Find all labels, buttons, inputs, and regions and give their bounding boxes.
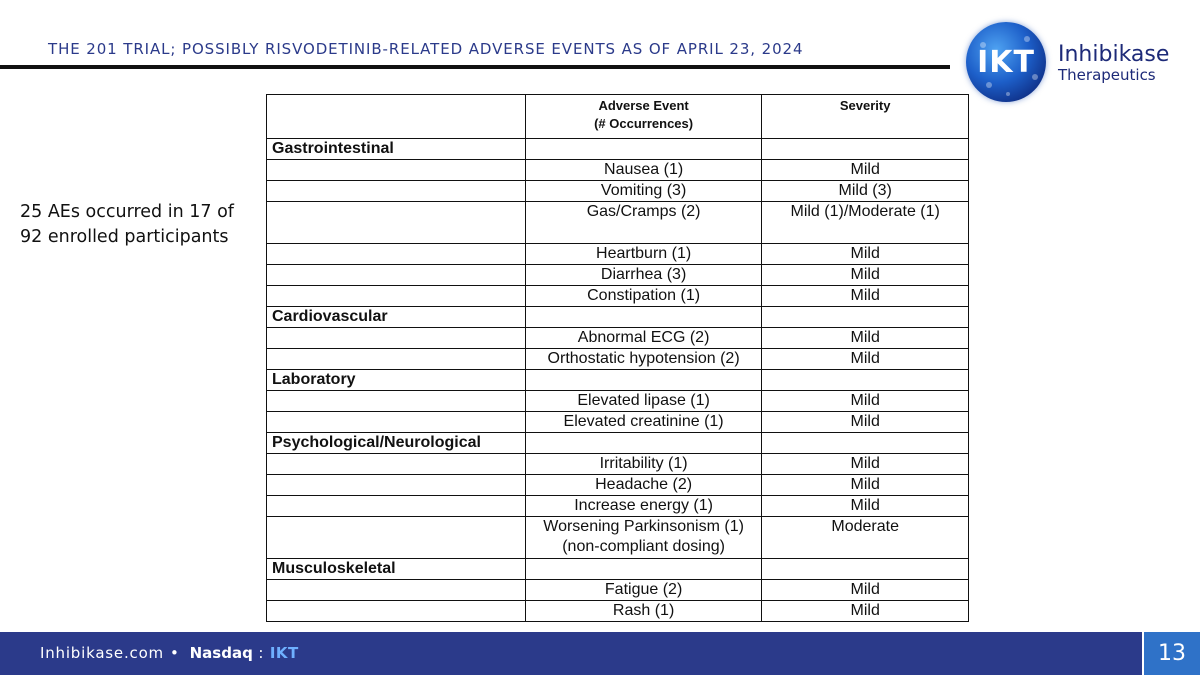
header-severity: Severity bbox=[762, 95, 969, 139]
adverse-event-text: Elevated lipase (1) bbox=[577, 392, 710, 409]
category-cell: Psychological/Neurological bbox=[267, 433, 526, 454]
footer-separator: : bbox=[258, 644, 265, 662]
table-row bbox=[267, 601, 969, 622]
severity-cell: Mild (1)/Moderate (1) bbox=[762, 202, 969, 244]
footer-bar bbox=[0, 632, 1142, 675]
table-category-row bbox=[267, 370, 969, 391]
adverse-event-text: Fatigue (2) bbox=[604, 581, 683, 598]
header-adverse-event bbox=[525, 95, 762, 139]
logo-company-subtitle: Therapeutics bbox=[1058, 66, 1156, 84]
category-cell bbox=[267, 391, 526, 412]
adverse-event-cell bbox=[525, 391, 762, 412]
footer-website-link[interactable]: Inhibikase.com bbox=[40, 644, 164, 662]
adverse-events-table bbox=[266, 94, 969, 622]
logo-company-name: Inhibikase bbox=[1058, 42, 1170, 67]
footer-text bbox=[40, 644, 299, 662]
company-logo bbox=[966, 20, 1176, 104]
table-row bbox=[267, 412, 969, 433]
category-cell bbox=[267, 328, 526, 349]
category-cell bbox=[267, 412, 526, 433]
adverse-event-text: Nausea (1) bbox=[604, 161, 684, 178]
category-cell: Musculoskeletal bbox=[267, 559, 526, 580]
severity-cell: Mild bbox=[762, 496, 969, 517]
table-row bbox=[267, 328, 969, 349]
category-cell: Cardiovascular bbox=[267, 307, 526, 328]
category-cell bbox=[267, 349, 526, 370]
severity-cell bbox=[762, 433, 969, 454]
title-divider bbox=[0, 65, 950, 69]
adverse-event-cell bbox=[525, 412, 762, 433]
table-row bbox=[267, 265, 969, 286]
table-row bbox=[267, 181, 969, 202]
table-category-row bbox=[267, 307, 969, 328]
severity-cell: Mild bbox=[762, 244, 969, 265]
table-category-row bbox=[267, 433, 969, 454]
adverse-event-cell bbox=[525, 517, 762, 559]
category-cell bbox=[267, 244, 526, 265]
category-cell bbox=[267, 496, 526, 517]
adverse-event-text: Worsening Parkinsonism (1) bbox=[543, 518, 744, 535]
severity-cell: Mild bbox=[762, 328, 969, 349]
adverse-event-cell bbox=[525, 265, 762, 286]
adverse-event-cell bbox=[525, 286, 762, 307]
adverse-event-cell bbox=[525, 370, 762, 391]
adverse-event-text: Rash (1) bbox=[612, 602, 675, 619]
table-category-row bbox=[267, 559, 969, 580]
table-row bbox=[267, 202, 969, 244]
header-occurrences-label: (# Occurrences) bbox=[594, 116, 694, 131]
category-cell bbox=[267, 601, 526, 622]
severity-cell: Moderate bbox=[762, 517, 969, 559]
footer-bullet: • bbox=[169, 644, 180, 662]
adverse-event-cell bbox=[525, 559, 762, 580]
ticker-symbol: IKT bbox=[269, 644, 299, 662]
adverse-event-text: Orthostatic hypotension (2) bbox=[547, 350, 740, 367]
adverse-event-cell bbox=[525, 181, 762, 202]
severity-cell bbox=[762, 370, 969, 391]
table-row bbox=[267, 517, 969, 559]
severity-cell: Mild bbox=[762, 286, 969, 307]
adverse-event-cell bbox=[525, 580, 762, 601]
severity-cell: Mild bbox=[762, 580, 969, 601]
category-cell bbox=[267, 160, 526, 181]
ae-summary-note bbox=[20, 200, 260, 250]
adverse-event-cell bbox=[525, 307, 762, 328]
category-cell bbox=[267, 475, 526, 496]
severity-cell: Mild bbox=[762, 265, 969, 286]
table-row bbox=[267, 391, 969, 412]
adverse-event-cell bbox=[525, 601, 762, 622]
adverse-event-text: Abnormal ECG (2) bbox=[577, 329, 710, 346]
severity-cell: Mild bbox=[762, 475, 969, 496]
adverse-event-text: Headache (2) bbox=[595, 476, 693, 493]
adverse-event-cell bbox=[525, 328, 762, 349]
category-cell bbox=[267, 181, 526, 202]
page-number: 13 bbox=[1144, 632, 1200, 675]
table-row bbox=[267, 286, 969, 307]
table-row bbox=[267, 475, 969, 496]
table-row bbox=[267, 496, 969, 517]
adverse-event-text: Irritability (1) bbox=[599, 455, 688, 472]
category-cell bbox=[267, 202, 526, 244]
adverse-event-text: Constipation (1) bbox=[587, 287, 701, 304]
adverse-event-cell bbox=[525, 454, 762, 475]
table-row bbox=[267, 160, 969, 181]
adverse-event-cell bbox=[525, 475, 762, 496]
adverse-event-cell bbox=[525, 202, 762, 244]
header-adverse-event-label: Adverse Event bbox=[598, 98, 689, 113]
ae-summary-line-1: 25 AEs occurred in 17 of bbox=[20, 202, 234, 222]
category-cell: Gastrointestinal bbox=[267, 139, 526, 160]
logo-mark: IKT bbox=[977, 44, 1035, 80]
adverse-event-cell bbox=[525, 244, 762, 265]
category-cell bbox=[267, 517, 526, 559]
category-cell bbox=[267, 580, 526, 601]
severity-cell bbox=[762, 307, 969, 328]
category-cell: Laboratory bbox=[267, 370, 526, 391]
adverse-event-text: Heartburn (1) bbox=[596, 245, 692, 262]
adverse-event-cell bbox=[525, 160, 762, 181]
category-cell bbox=[267, 265, 526, 286]
table-body bbox=[267, 139, 969, 622]
ae-summary-line-2: 92 enrolled participants bbox=[20, 227, 229, 247]
adverse-event-text: Elevated creatinine (1) bbox=[563, 413, 724, 430]
severity-cell: Mild bbox=[762, 349, 969, 370]
adverse-event-note: (non-compliant dosing) bbox=[562, 538, 725, 555]
severity-cell bbox=[762, 559, 969, 580]
severity-cell: Mild bbox=[762, 412, 969, 433]
severity-cell: Mild (3) bbox=[762, 181, 969, 202]
slide-title: THE 201 TRIAL; POSSIBLY RISVODETINIB-RELATED ADVERSE EVENTS AS OF APRIL 23, 2024 bbox=[48, 40, 804, 58]
severity-cell: Mild bbox=[762, 454, 969, 475]
nasdaq-label: Nasdaq bbox=[189, 644, 253, 662]
table-row bbox=[267, 349, 969, 370]
severity-cell: Mild bbox=[762, 391, 969, 412]
category-cell bbox=[267, 454, 526, 475]
adverse-event-cell bbox=[525, 433, 762, 454]
severity-cell bbox=[762, 139, 969, 160]
adverse-event-text: Diarrhea (3) bbox=[600, 266, 687, 283]
table-row bbox=[267, 454, 969, 475]
table-category-row bbox=[267, 139, 969, 160]
header-category bbox=[267, 95, 526, 139]
table-row bbox=[267, 580, 969, 601]
severity-cell: Mild bbox=[762, 601, 969, 622]
category-cell bbox=[267, 286, 526, 307]
adverse-event-text: Increase energy (1) bbox=[574, 497, 713, 514]
adverse-event-cell bbox=[525, 349, 762, 370]
table-row bbox=[267, 244, 969, 265]
table-header-row bbox=[267, 95, 969, 139]
adverse-event-text: Vomiting (3) bbox=[600, 182, 687, 199]
adverse-event-text: Gas/Cramps (2) bbox=[586, 203, 701, 220]
adverse-event-cell bbox=[525, 139, 762, 160]
adverse-event-cell bbox=[525, 496, 762, 517]
severity-cell: Mild bbox=[762, 160, 969, 181]
